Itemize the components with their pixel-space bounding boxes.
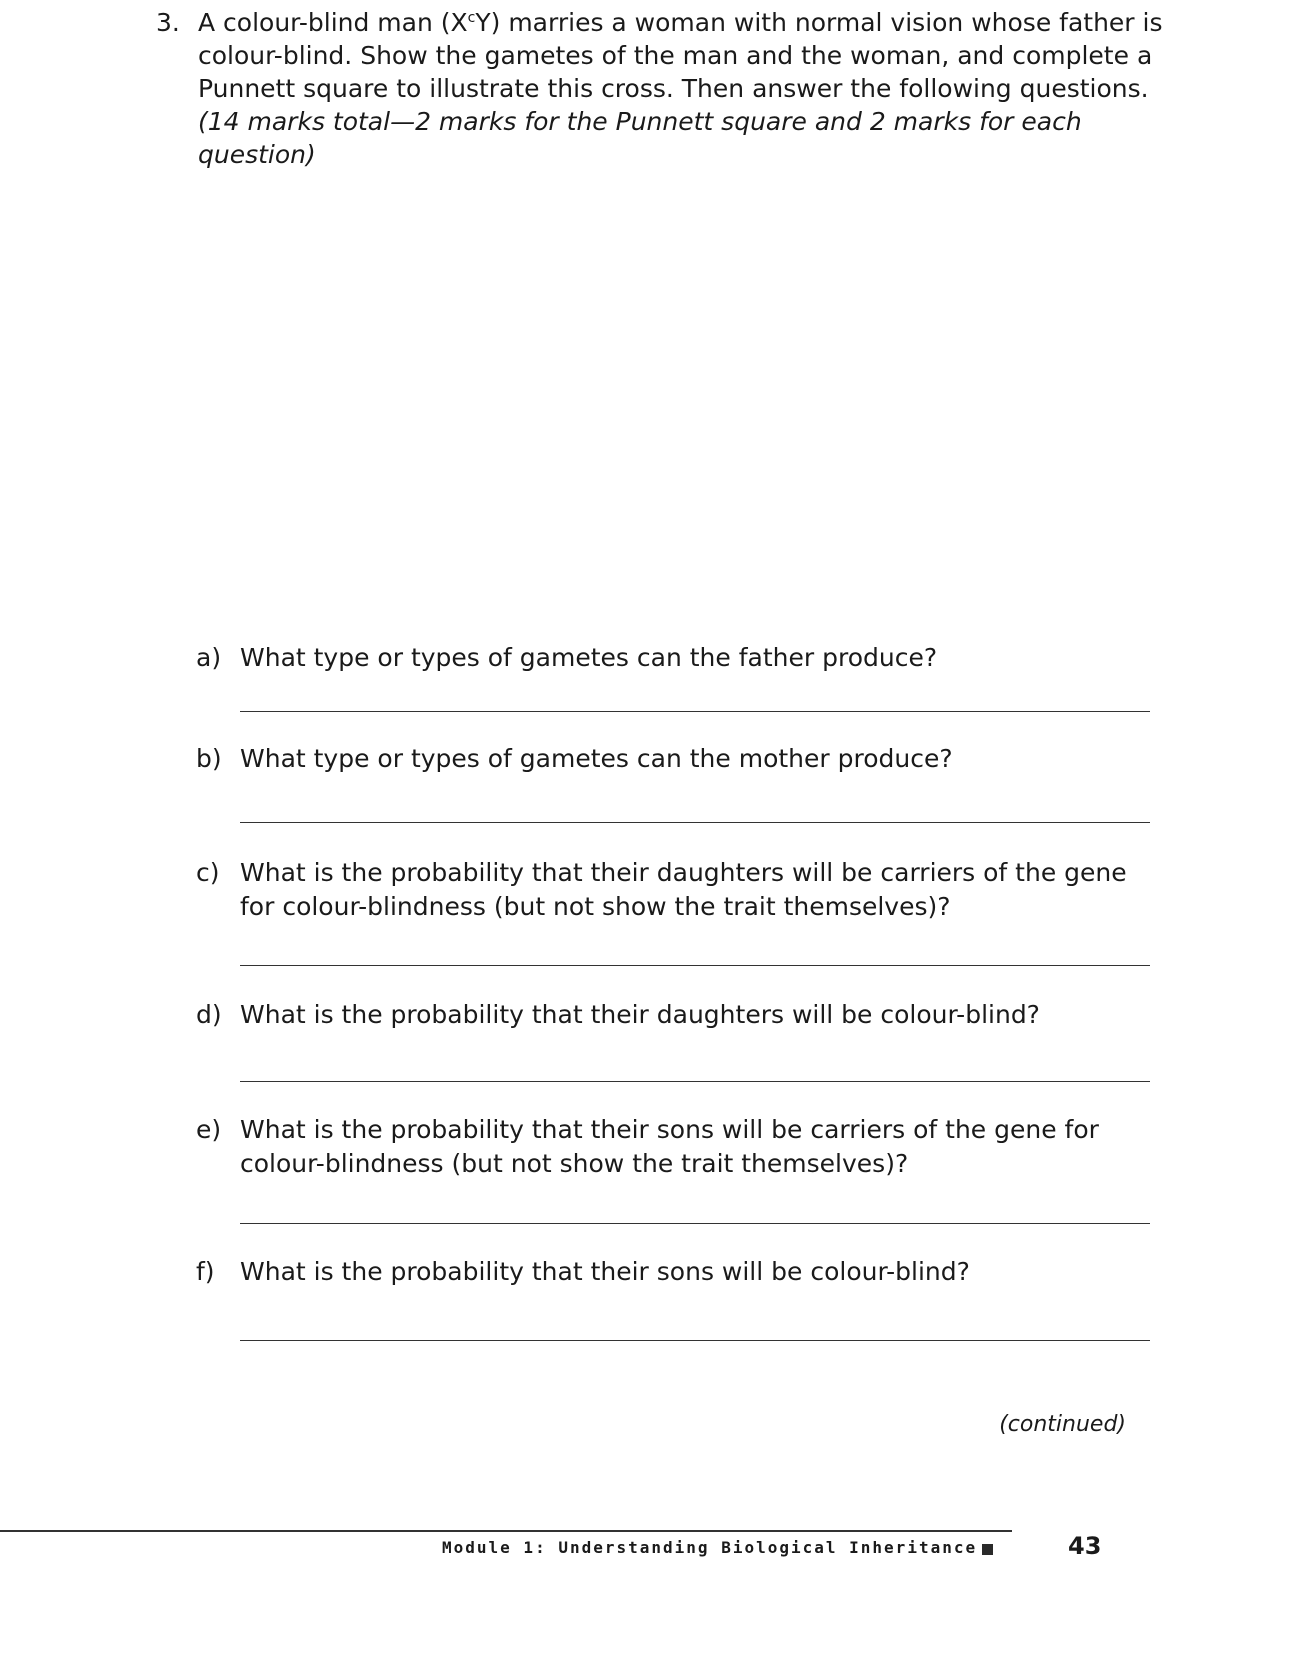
sub-question-b <box>196 742 1156 776</box>
sub-question-letter: a) <box>196 643 222 672</box>
sub-question-letter: b) <box>196 744 222 773</box>
answer-line-c[interactable] <box>240 965 1150 966</box>
sub-question-f <box>196 1255 1156 1289</box>
superscript-c: c <box>467 10 476 26</box>
question-text-part-1: A colour-blind man (X <box>198 8 468 37</box>
answer-line-b[interactable] <box>240 822 1150 823</box>
sub-question-letter: f) <box>196 1257 215 1286</box>
sub-question-letter: e) <box>196 1115 222 1144</box>
footer-module-title: Module 1: Understanding Biological Inheritance <box>442 1538 978 1557</box>
marks-note: (14 marks total—2 marks for the Punnett square and 2 marks for each question) <box>198 107 1082 169</box>
footer-square-icon <box>982 1544 993 1555</box>
page-number: 43 <box>1068 1532 1102 1560</box>
question-number: 3. <box>156 8 180 37</box>
answer-line-e[interactable] <box>240 1223 1150 1224</box>
sub-question-text: What type or types of gametes can the father produce? <box>240 643 938 672</box>
sub-question-text: What is the probability that their daughters will be carriers of the gene for colour-blindness (but not show the trait themselves)? <box>240 858 1127 921</box>
question-3-text <box>198 6 1166 171</box>
sub-question-c <box>196 856 1156 924</box>
answer-line-d[interactable] <box>240 1081 1150 1082</box>
sub-question-letter: c) <box>196 858 220 887</box>
answer-line-a[interactable] <box>240 711 1150 712</box>
sub-question-e <box>196 1113 1156 1181</box>
sub-question-a <box>196 641 1156 675</box>
sub-question-text: What is the probability that their daughters will be colour-blind? <box>240 1000 1040 1029</box>
sub-question-d <box>196 998 1156 1032</box>
sub-question-text: What type or types of gametes can the mother produce? <box>240 744 953 773</box>
continued-label: (continued) <box>999 1412 1126 1437</box>
answer-line-f[interactable] <box>240 1340 1150 1341</box>
question-3-intro <box>156 6 1166 171</box>
question-text-part-2: Y) marries a woman with normal vision whose father is colour-blind. Show the gametes of the man and the woman, and complete a Punnett square to illustrate this cross. Then answer the following questions. <box>198 8 1163 103</box>
sub-question-text: What is the probability that their sons will be colour-blind? <box>240 1257 970 1286</box>
sub-question-text: What is the probability that their sons will be carriers of the gene for colour-blindness (but not show the trait themselves)? <box>240 1115 1099 1178</box>
sub-question-letter: d) <box>196 1000 222 1029</box>
footer-rule <box>0 1530 1012 1532</box>
